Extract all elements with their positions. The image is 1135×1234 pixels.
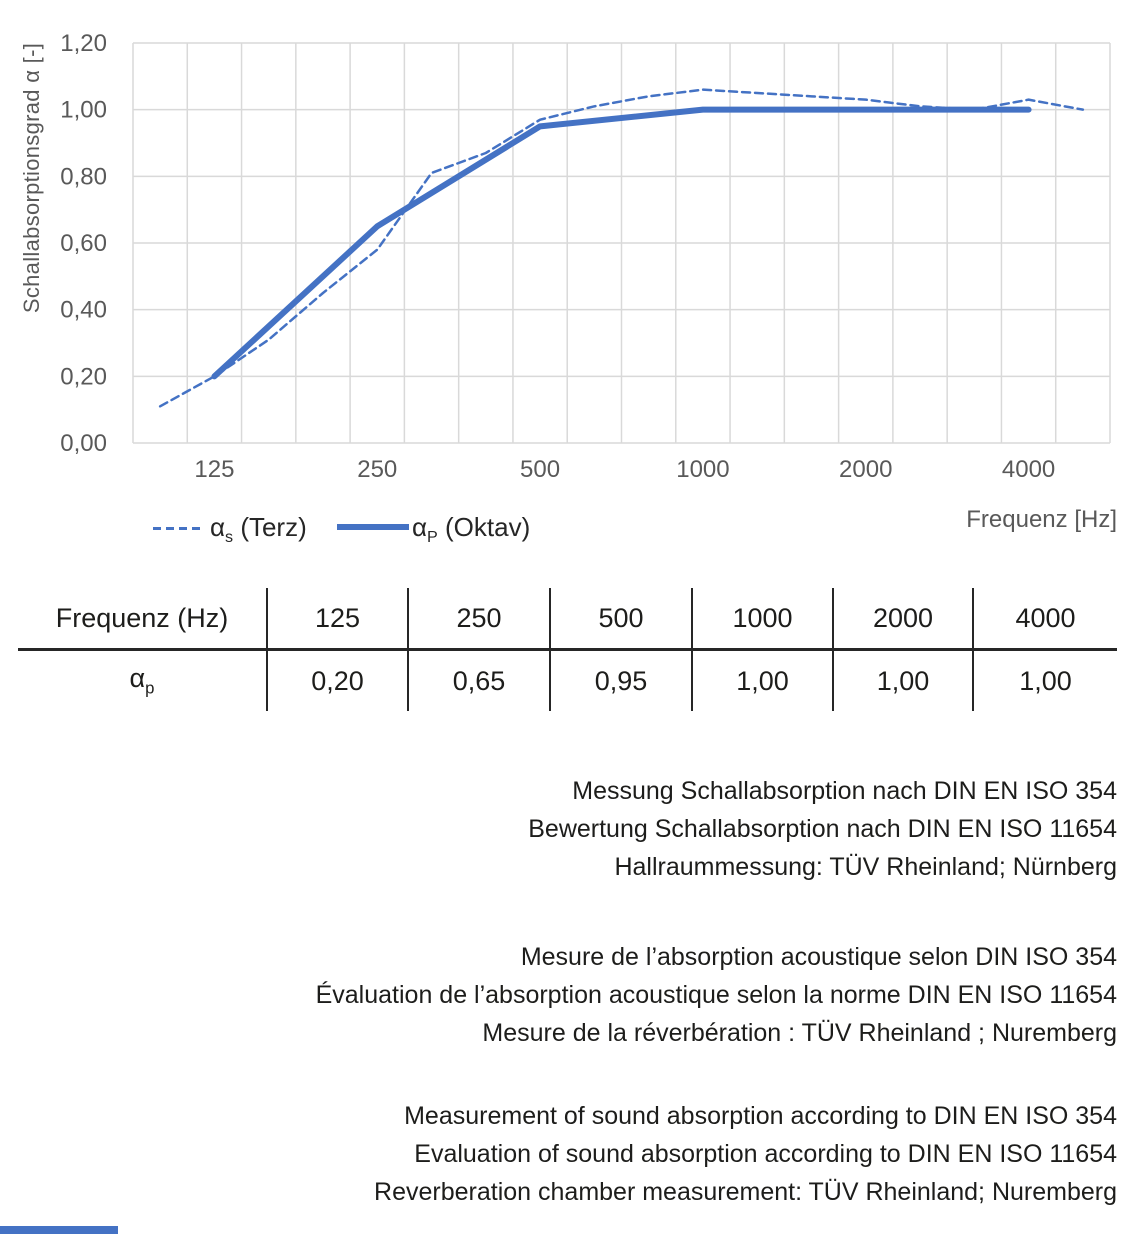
- note-german-line-1: Messung Schallabsorption nach DIN EN ISO 354: [572, 777, 1117, 805]
- legend-item-alpha-s: $\alpha_s$ (Terz): [210, 512, 307, 547]
- table-header-row: [18, 588, 1117, 650]
- x-tick-label: 125: [194, 456, 235, 483]
- x-axis-title: Frequenz [Hz]: [966, 506, 1117, 533]
- absorption-table: [18, 588, 1117, 711]
- table-header-freq-1000: 1000: [692, 588, 833, 650]
- table-header-freq-2000: 2000: [833, 588, 973, 650]
- table-header-freq-4000: 4000: [973, 588, 1117, 650]
- note-german-line-3: Hallraummessung: TÜV Rheinland; Nürnberg: [614, 853, 1117, 881]
- y-tick-label: 0,80: [60, 163, 107, 191]
- legend-dashed-line-icon: [153, 527, 203, 530]
- note-english: [0, 1097, 1117, 1211]
- note-english-line-3: Reverberation chamber measurement: TÜV Rheinland; Nuremberg: [374, 1178, 1117, 1206]
- note-german: [0, 772, 1117, 886]
- x-tick-label: 2000: [839, 456, 893, 483]
- absorption-line-chart: [0, 0, 1135, 495]
- table-value-250: 0,65: [408, 650, 550, 712]
- table-header-freq-125: 125: [267, 588, 408, 650]
- table-value-500: 0,95: [550, 650, 692, 712]
- table-header-label: Frequenz (Hz): [18, 588, 267, 650]
- y-tick-label: 0,60: [60, 230, 107, 257]
- note-french-line-3: Mesure de la réverbération : TÜV Rheinland ; Nuremberg: [482, 1019, 1117, 1047]
- y-tick-label: 1,00: [60, 96, 107, 124]
- y-tick-label: 0,40: [60, 296, 107, 324]
- table-header-freq-250: 250: [408, 588, 550, 650]
- table-value-2000: 1,00: [833, 650, 973, 712]
- x-tick-label: 250: [357, 456, 398, 483]
- bottom-accent-bar: [0, 1226, 118, 1234]
- table-value-1000: 1,00: [692, 650, 833, 712]
- note-french-line-1: Mesure de l’absorption acoustique selon DIN ISO 354: [520, 943, 1117, 971]
- y-tick-label: 0,00: [60, 430, 107, 457]
- x-tick-label: 4000: [1001, 456, 1056, 483]
- x-tick-label: 1000: [676, 456, 730, 483]
- legend-solid-line-icon: [337, 524, 409, 530]
- note-french: [0, 938, 1117, 1052]
- note-english-line-1: Measurement of sound absorption according to DIN EN ISO 354: [404, 1102, 1117, 1130]
- legend-item-alpha-p: $\alpha_P$ (Oktav): [412, 512, 531, 547]
- table-value-row: [18, 650, 1117, 712]
- y-axis-title: Schallabsorptionsgrad α [-]: [19, 42, 44, 314]
- x-tick-label: 500: [520, 456, 561, 483]
- y-tick-label: 1,20: [60, 30, 107, 57]
- note-english-line-2: Evaluation of sound absorption according to DIN EN ISO 11654: [414, 1140, 1117, 1168]
- table-row-label-alpha-p: $\alpha_p$: [129, 663, 155, 698]
- table-value-4000: 1,00: [973, 650, 1117, 712]
- table-value-125: 0,20: [267, 650, 408, 712]
- note-german-line-2: Bewertung Schallabsorption nach DIN EN ISO 11654: [528, 815, 1117, 843]
- table-header-freq-500: 500: [550, 588, 692, 650]
- note-french-line-2: Évaluation de l’absorption acoustique selon la norme DIN EN ISO 11654: [315, 981, 1117, 1009]
- y-tick-label: 0,20: [60, 363, 107, 391]
